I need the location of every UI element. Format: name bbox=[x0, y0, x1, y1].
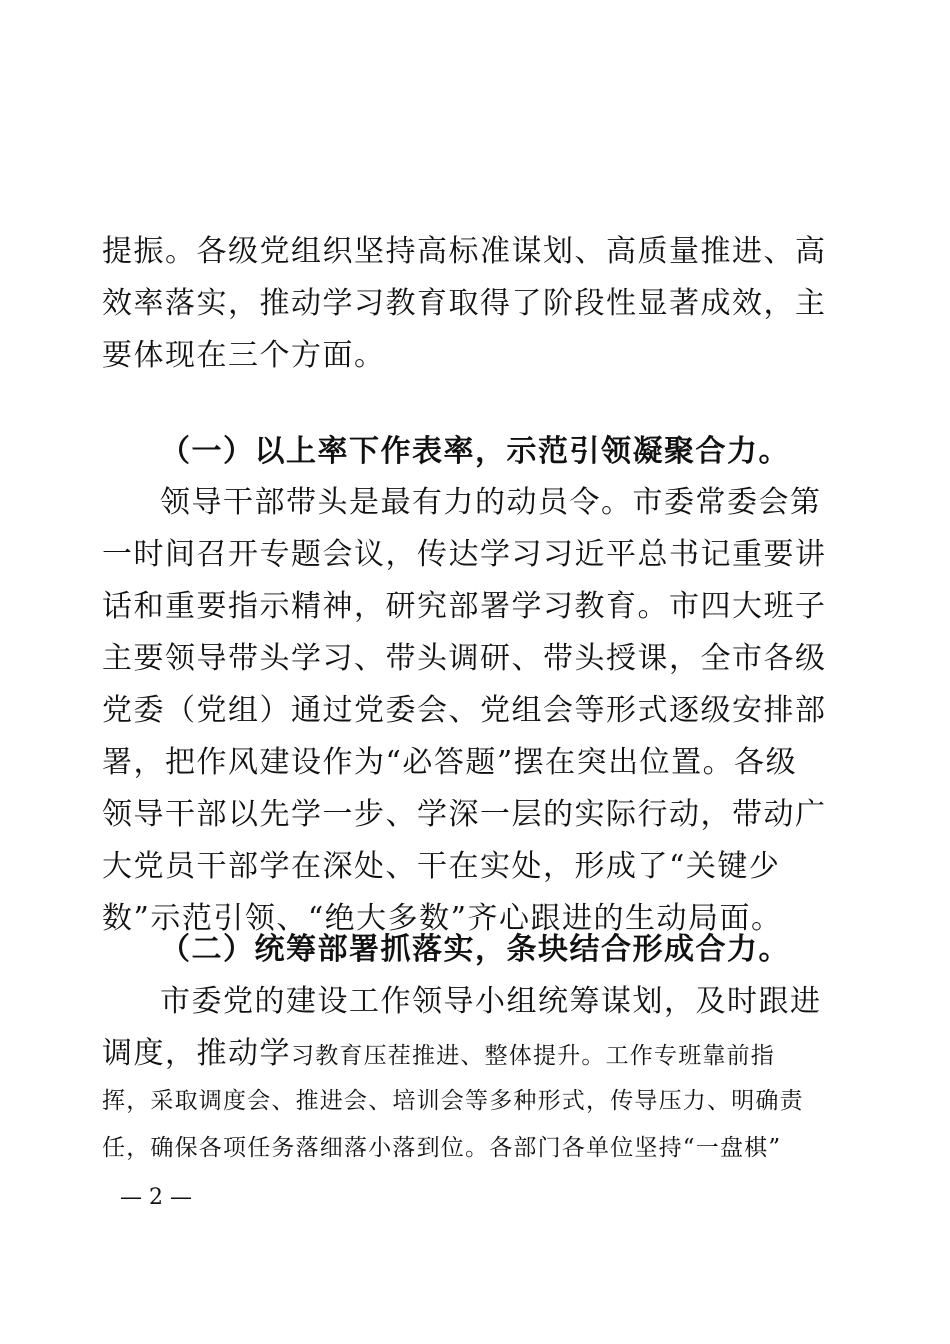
section2-heading: （二）统筹部署抓落实，条块结合形成合力。 bbox=[160, 932, 790, 967]
section1-line-2: 一时间召开专题会议，传达学习习近平总书记重要讲 bbox=[102, 537, 827, 572]
intro-line-2: 效率落实，推动学习教育取得了阶段性显著成效，主 bbox=[102, 286, 827, 321]
section1-line-6: 署，把作风建设作为“必答题”摆在突出位置。各级 bbox=[102, 745, 798, 780]
section2-line-1: 市委党的建设工作领导小组统筹谋划，及时跟进 bbox=[160, 984, 822, 1019]
section2-line-2-small-text: 习教育压茬推进、整体提升。工作专班靠前指 bbox=[291, 1043, 775, 1069]
section2-line-2-large-text: 调度，推动学 bbox=[102, 1036, 291, 1071]
section1-line-5: 党委（党组）通过党委会、党组会等形式逐级安排部 bbox=[102, 693, 827, 728]
page-number: — 2 — bbox=[120, 1185, 192, 1210]
section1-line-8: 大党员干部学在深处、干在实处，形成了“关键少 bbox=[102, 849, 781, 884]
section1-line-9: 数”示范引领、“绝大多数”齐心跟进的生动局面。 bbox=[102, 901, 783, 936]
intro-line-1: 提振。各级党组织坚持高标准谋划、高质量推进、高 bbox=[102, 234, 827, 269]
section1-line-1: 领导干部带头是最有力的动员令。市委常委会第 bbox=[160, 485, 822, 520]
section1-line-7: 领导干部以先学一步、学深一层的实际行动，带动广 bbox=[102, 797, 827, 832]
intro-line-3: 要体现在三个方面。 bbox=[102, 338, 386, 373]
section2-line-2 bbox=[102, 1028, 842, 1082]
section2-line-4: 任，确保各项任务落细落小落到位。各部门各单位坚持“一盘棋” bbox=[102, 1135, 782, 1161]
section1-line-3: 话和重要指示精神，研究部署学习教育。市四大班子 bbox=[102, 589, 827, 624]
section1-line-4: 主要领导带头学习、带头调研、带头授课，全市各级 bbox=[102, 641, 827, 676]
section1-heading: （一）以上率下作表率，示范引领凝聚合力。 bbox=[160, 434, 790, 469]
section2-line-3: 挥，采取调度会、推进会、培训会等多种形式，传导压力、明确责 bbox=[102, 1088, 804, 1114]
